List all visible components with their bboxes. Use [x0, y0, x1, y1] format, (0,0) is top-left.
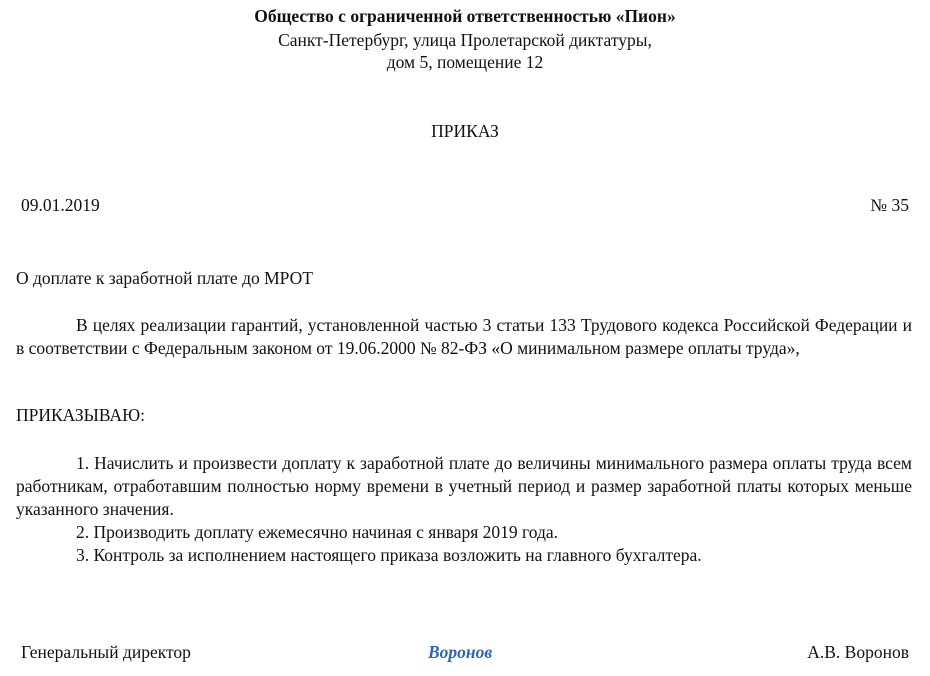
- document-title: ПРИКАЗ: [431, 121, 499, 141]
- document-subject: О доплате к заработной плате до МРОТ: [16, 268, 313, 288]
- order-word: ПРИКАЗЫВАЮ:: [16, 405, 145, 425]
- document-number: № 35: [870, 195, 909, 215]
- address-line-2: дом 5, помещение 12: [386, 52, 544, 72]
- signatory-name: А.В. Воронов: [807, 642, 909, 662]
- preamble-paragraph: В целях реализации гарантий, установленной частью 3 статьи 133 Трудового кодекса Российской Федерации и в соответствии с Федеральным законом от 19.06.2000 № 82-ФЗ «О минимальном размере оплаты труда»,: [16, 315, 912, 358]
- order-item-2: 2. Производить доплату ежемесячно начиная с января 2019 года.: [76, 522, 559, 542]
- order-item-1: 1. Начислить и произвести доплату к заработной плате до величины минимального размера оплаты труда всем работникам, отработавшим полностью норму времени в учетный период и размер заработной платы которых меньше указанного значения.: [16, 453, 912, 519]
- signatory-position: Генеральный директор: [21, 642, 191, 662]
- organization-name: Общество с ограниченной ответственностью «Пион»: [254, 6, 676, 26]
- order-item-3: 3. Контроль за исполнением настоящего приказа возложить на главного бухгалтера.: [76, 545, 702, 565]
- document-date: 09.01.2019: [21, 195, 100, 215]
- handwritten-signature: Воронов: [428, 642, 493, 662]
- address-line-1: Санкт-Петербург, улица Пролетарской диктатуры,: [278, 30, 652, 50]
